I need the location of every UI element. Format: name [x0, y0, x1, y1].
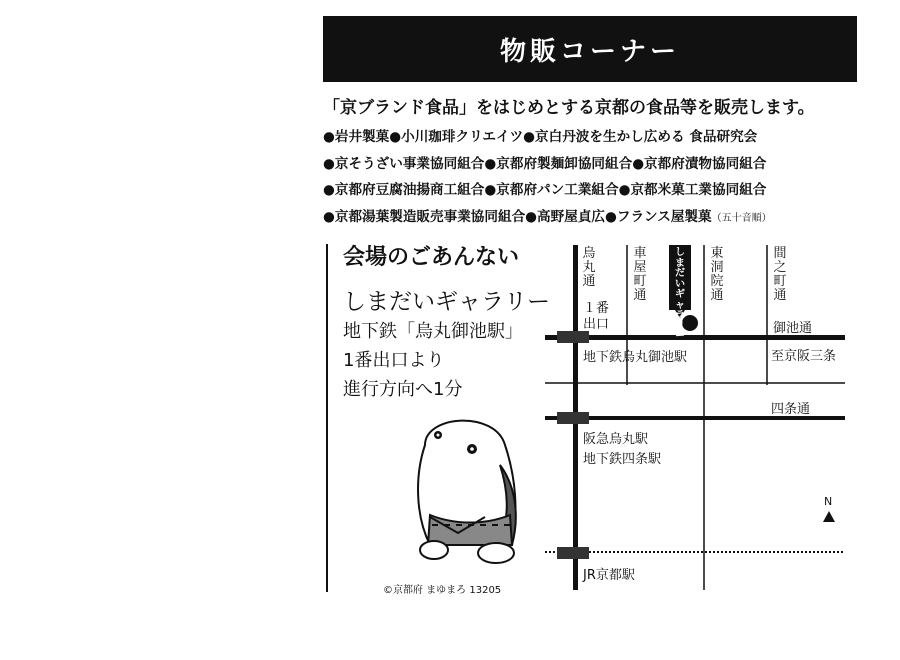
gallery-marker-label: しまだいギャラリー — [675, 247, 685, 342]
access-directions — [343, 317, 523, 404]
street-oike: 御池通 — [773, 321, 813, 336]
banner-title: 物販コーナー — [499, 36, 680, 67]
mascot-illustration — [400, 405, 535, 575]
intro-text: 「京ブランド食品」をはじめとする京都の食品等を販売します。 — [323, 98, 815, 118]
street-higashinotoin: 東洞院通 — [710, 246, 724, 303]
street-ainomachi: 間之町通 — [773, 246, 787, 303]
guide-divider — [326, 244, 328, 592]
map-roads — [545, 240, 855, 595]
section-banner — [323, 16, 857, 82]
order-note: （五十音順） — [711, 212, 772, 224]
vendor-line-text: ●京都湯葉製造販売事業協同組合●高野屋貞広●フランス屋製菓 — [323, 208, 712, 225]
vendor-line: ●京そうざい事業協同組合●京都府製麺卸協同組合●京都府漬物協同組合 — [323, 155, 767, 172]
to-keihan-sanjo: 至京阪三条 — [771, 349, 837, 364]
guide-title: 会場のごあんない — [343, 245, 520, 270]
exit-label: 出口 — [583, 317, 610, 332]
north-label: N — [824, 495, 833, 508]
access-line: 進行方向へ1分 — [343, 379, 463, 400]
copyright-text: ©京都府 まゆまろ 13205 — [383, 585, 502, 596]
station-karasuma-oike: 地下鉄烏丸御池駅 — [583, 350, 688, 365]
access-line: 地下鉄「烏丸御池駅」 — [343, 321, 523, 342]
access-line: 1番出口より — [343, 350, 445, 371]
access-map — [545, 240, 855, 595]
vendor-line: ●岩井製菓●小川珈琲クリエイツ●京白丹波を生かし広める 食品研究会 — [323, 129, 758, 145]
station-hankyu-karasuma: 阪急烏丸駅 — [583, 432, 649, 447]
gallery-name: しまだいギャラリー — [343, 289, 550, 315]
street-karasuma: 烏丸通 — [582, 246, 596, 289]
vendor-line: ●京都府豆腐油揚商工組合●京都府パン工業組合●京都米菓工業協同組合 — [323, 182, 767, 198]
vendor-line — [323, 204, 883, 231]
vendor-list — [323, 124, 883, 230]
street-shijo: 四条通 — [771, 402, 811, 417]
street-kurumayamachi: 車屋町通 — [633, 246, 647, 303]
station-shijo: 地下鉄四条駅 — [583, 452, 662, 467]
exit-label: １番 — [583, 301, 610, 316]
station-jr-kyoto: JR京都駅 — [583, 568, 635, 583]
